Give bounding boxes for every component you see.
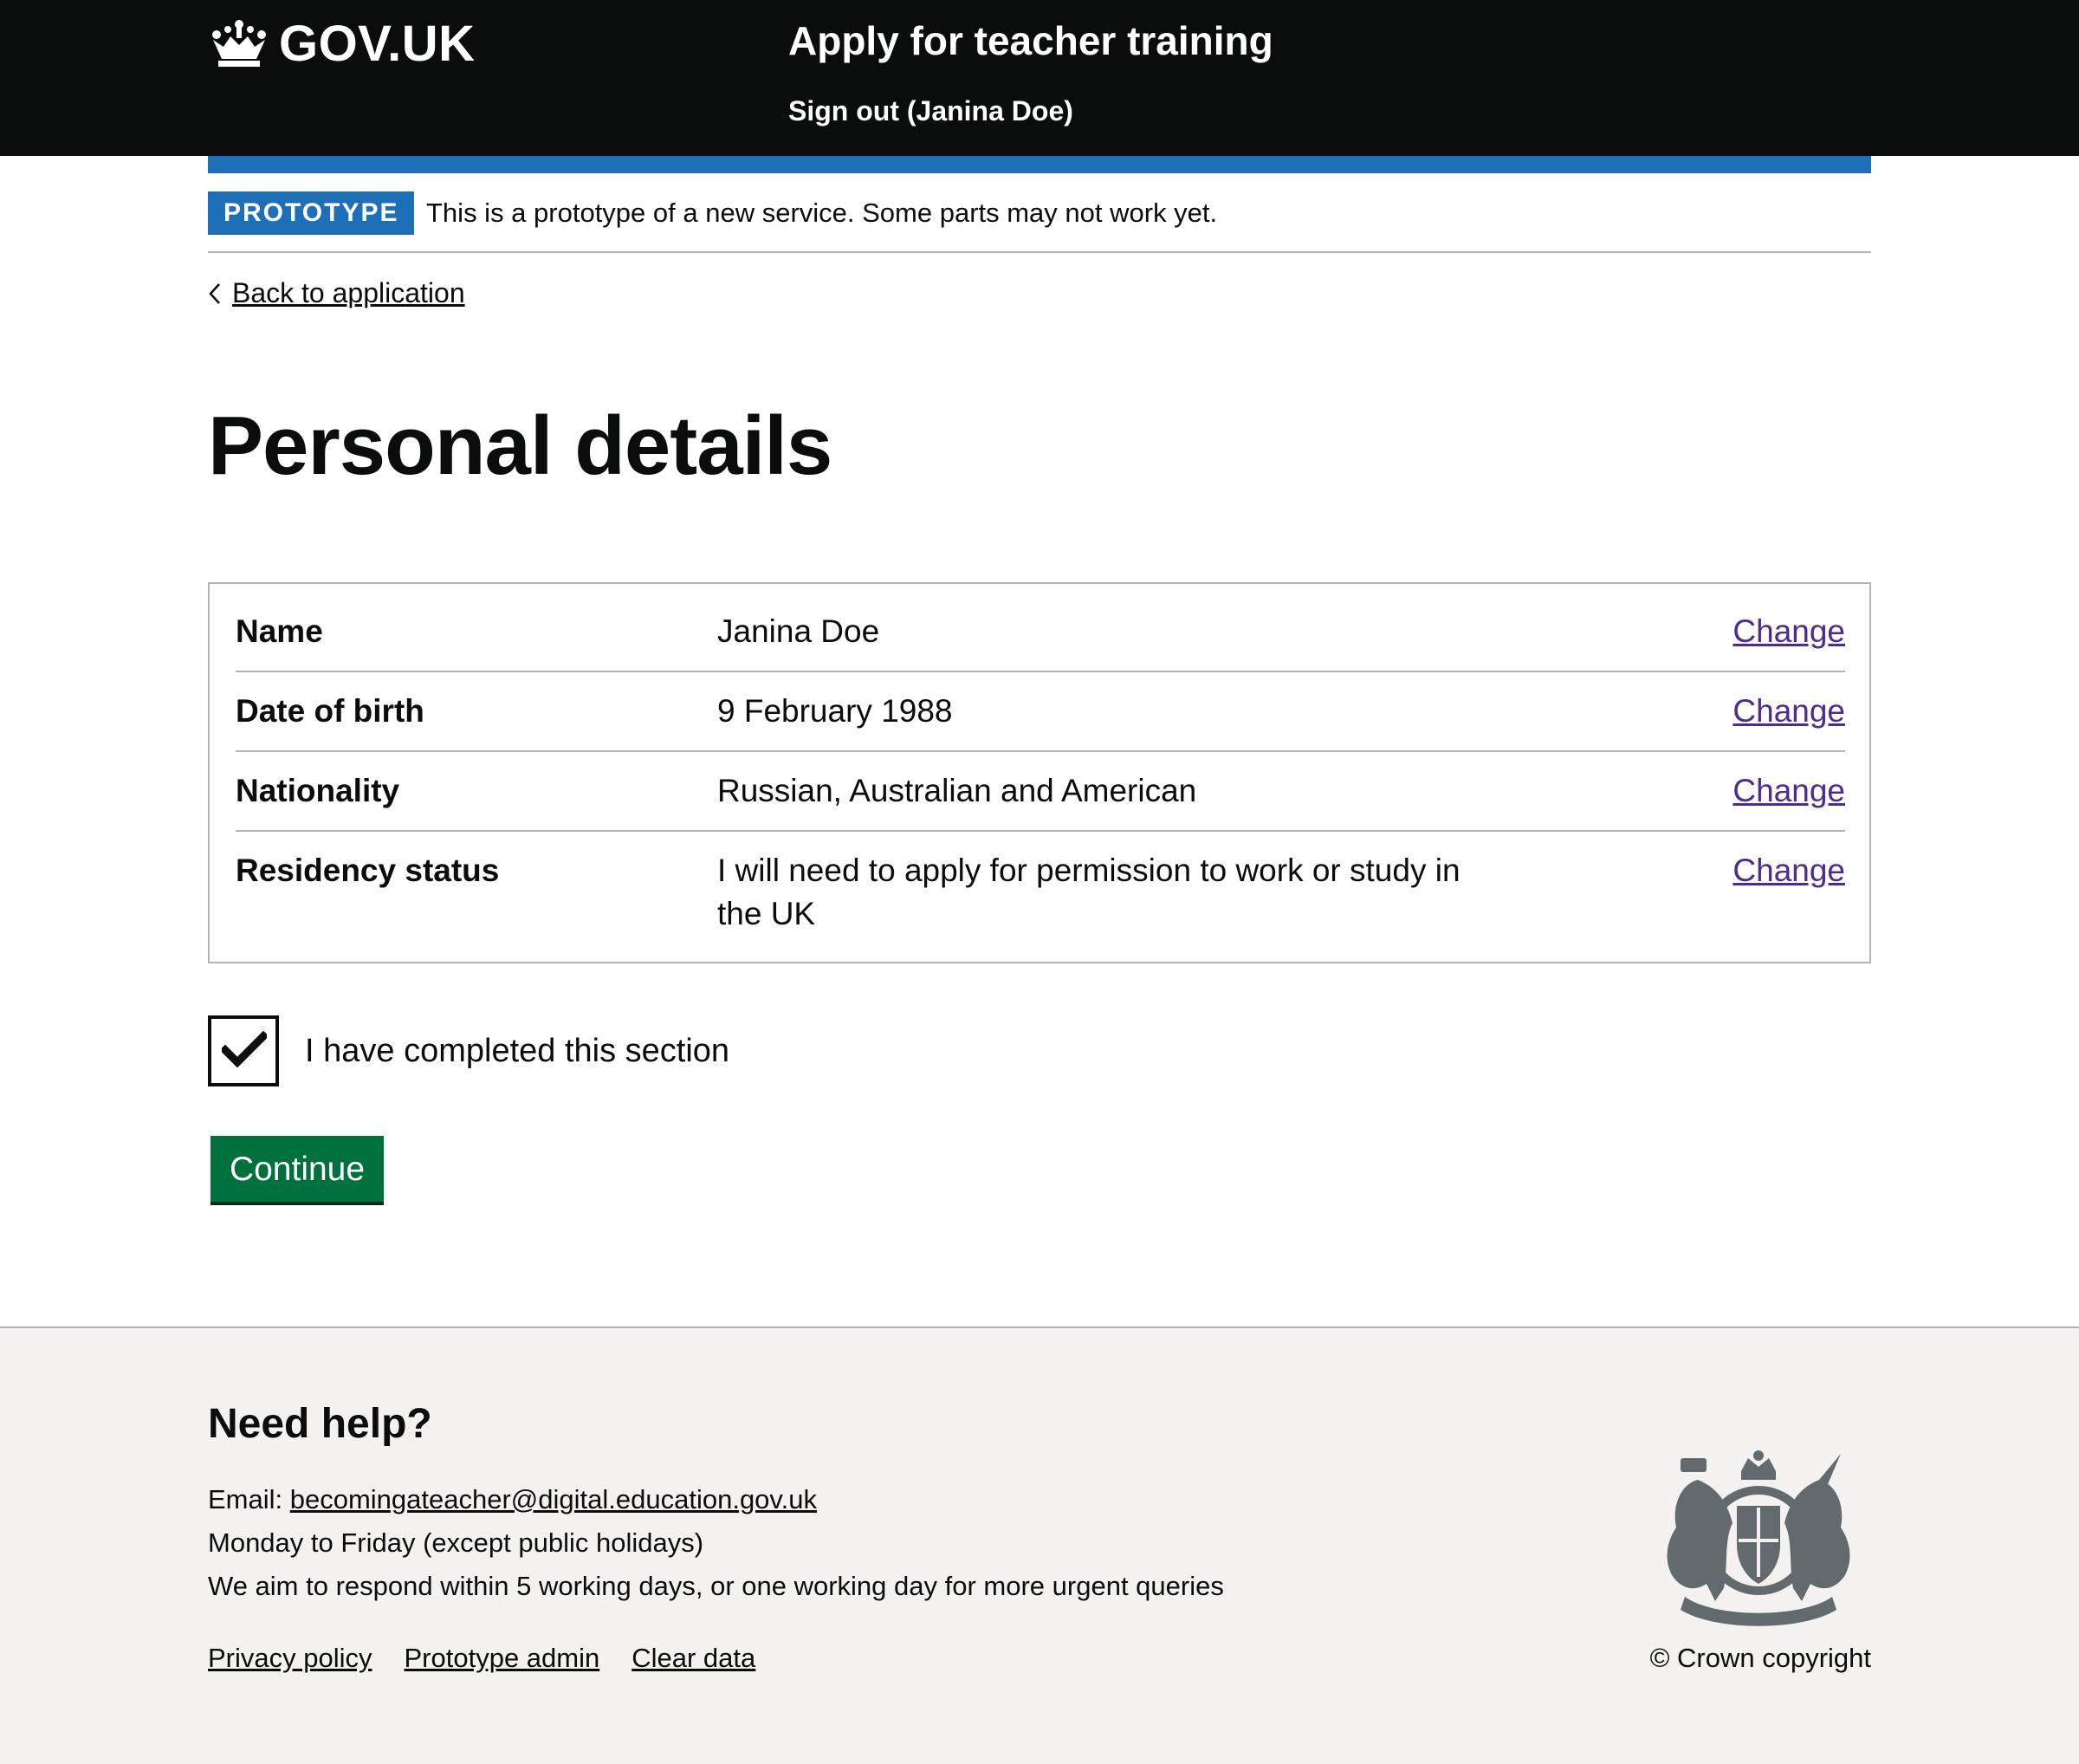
summary-row-residency-status — [236, 832, 1845, 962]
summary-key: Name — [236, 613, 323, 649]
help-heading: Need help? — [208, 1401, 432, 1447]
change-nationality-link[interactable]: Change — [1732, 773, 1845, 808]
logo-text: GOV.UK — [279, 15, 476, 72]
page-title: Personal details — [208, 399, 832, 492]
phase-banner-text: This is a prototype of a new service. Some parts may not work yet. — [426, 198, 1218, 228]
email-label: Email: — [208, 1484, 290, 1514]
summary-key: Date of birth — [236, 693, 424, 729]
privacy-policy-link[interactable]: Privacy policy — [208, 1643, 372, 1673]
footer-links — [208, 1643, 755, 1674]
change-date-of-birth-link[interactable]: Change — [1732, 693, 1845, 729]
help-response-time: We aim to respond within 5 working days, or one working day for more urgent queries — [208, 1571, 1224, 1601]
summary-key: Residency status — [236, 853, 500, 888]
summary-value: I will need to apply for permission to work or study in the UK — [717, 853, 1460, 931]
site-header — [0, 0, 2079, 156]
help-hours: Monday to Friday (except public holidays) — [208, 1527, 704, 1558]
change-name-link[interactable]: Change — [1732, 613, 1845, 649]
clear-data-link[interactable]: Clear data — [631, 1643, 756, 1673]
summary-value: Russian, Australian and American — [717, 773, 1197, 808]
site-footer — [0, 1326, 2079, 1764]
help-email-link[interactable]: becomingateacher@digital.education.gov.uk — [289, 1484, 817, 1514]
govuk-logo-link[interactable] — [208, 15, 476, 72]
completed-checkbox-item — [208, 1015, 729, 1086]
summary-value: Janina Doe — [717, 613, 880, 649]
back-to-application-link[interactable]: Back to application — [232, 277, 465, 308]
change-residency-status-link[interactable]: Change — [1732, 853, 1845, 888]
summary-value: 9 February 1988 — [717, 693, 953, 729]
summary-list — [208, 582, 1871, 963]
back-link-container — [208, 277, 465, 309]
summary-key: Nationality — [236, 773, 400, 808]
summary-row-name — [236, 584, 1845, 672]
prototype-admin-link[interactable]: Prototype admin — [404, 1643, 600, 1673]
completed-checkbox-label[interactable]: I have completed this section — [305, 1032, 730, 1069]
help-email-line — [208, 1484, 817, 1515]
sign-out-link[interactable]: Sign out (Janina Doe) — [788, 95, 1073, 126]
crown-icon — [208, 19, 270, 68]
completed-checkbox[interactable] — [208, 1015, 279, 1086]
royal-coat-of-arms-icon — [1646, 1445, 1871, 1636]
crown-copyright: © Crown copyright — [1649, 1643, 1871, 1673]
phase-banner — [208, 173, 1871, 253]
checkmark-icon — [222, 1031, 267, 1069]
summary-row-nationality — [236, 752, 1845, 832]
phase-tag: PROTOTYPE — [208, 191, 414, 235]
chevron-left-icon — [208, 282, 222, 305]
header-blue-bar — [208, 156, 1871, 173]
summary-row-date-of-birth — [236, 672, 1845, 752]
service-name-link[interactable]: Apply for teacher training — [788, 18, 1273, 63]
continue-button[interactable]: Continue — [210, 1136, 384, 1202]
